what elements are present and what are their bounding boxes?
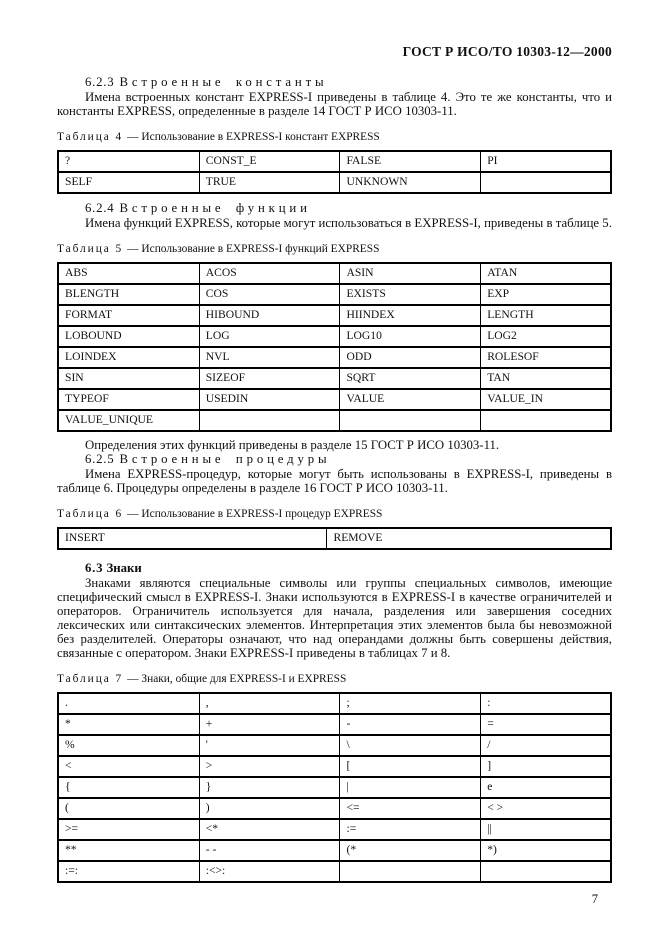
table-row [58, 389, 611, 410]
table-cell: | [340, 777, 481, 798]
section-title: Знаки [106, 561, 142, 575]
table-cell: :=: [58, 861, 199, 882]
table-cell: TAN [481, 368, 611, 389]
table-cell: } [199, 777, 340, 798]
table-cell: (* [340, 840, 481, 861]
table-cell: BLENGTH [58, 284, 199, 305]
table-cell: USEDIN [199, 389, 340, 410]
table-cell: ) [199, 798, 340, 819]
table5-caption [57, 243, 612, 256]
table-cell: * [58, 714, 199, 735]
table-cell: PI [481, 151, 611, 172]
table-cell: ACOS [199, 263, 340, 284]
table-cell: SQRT [340, 368, 481, 389]
table-cell: SIZEOF [199, 368, 340, 389]
table-cell: VALUE_IN [481, 389, 611, 410]
table-cell: FALSE [340, 151, 481, 172]
table-cell: : [481, 693, 611, 714]
table-cell: <* [199, 819, 340, 840]
standard-reference: ГОСТ Р ИСО/ТО 10303-12—2000 [402, 44, 612, 59]
table-6-procedures [57, 527, 612, 550]
section-heading-6-2-4 [57, 201, 612, 216]
section-number: 6.2.3 [85, 75, 115, 89]
table-cell: / [481, 735, 611, 756]
paragraph-6-2-3: Имена встроенных констант EXPRESS-I приведены в таблице 4. Это те же константы, что и константы EXPRESS, определенные в разделе 14 ГОСТ Р ИСО 10303-11. [57, 90, 612, 118]
table-cell: ] [481, 756, 611, 777]
table-row [58, 410, 611, 431]
table-cell: *) [481, 840, 611, 861]
table-row [58, 305, 611, 326]
table-cell [340, 410, 481, 431]
table-cell: % [58, 735, 199, 756]
table7-caption-label: Таблица 7 [57, 673, 124, 685]
table-7-signs [57, 692, 612, 883]
table-cell: ASIN [340, 263, 481, 284]
table-cell: \ [340, 735, 481, 756]
table-row [58, 151, 611, 172]
table5-caption-label: Таблица 5 [57, 243, 124, 255]
table-cell: - - [199, 840, 340, 861]
paragraph-6-3: Знаками являются специальные символы или группы специальных символов, имеющие специфический смысл в EXPRESS-I. Знаки используются в EXPRESS-I в качестве ограничителей и операторов. Ограничитель используется для начала, разделения или завершения соседних лексических или синтаксических элементов. Интерпретация этих элементов была бы невозможной без разделителей. Операторы означают, что над операндами должны быть совершены действия, связанные с оператором. Знаки EXPRESS-I приведены в таблицах 7 и 8. [57, 576, 612, 660]
table-5-functions [57, 262, 612, 432]
section-number: 6.3 [85, 561, 104, 575]
table-row [58, 347, 611, 368]
table7-caption [57, 673, 612, 686]
table-cell [340, 861, 481, 882]
section-number: 6.2.5 [85, 452, 115, 466]
table-cell: . [58, 693, 199, 714]
table5-caption-text: — Использование в EXPRESS-I функций EXPRESS [127, 243, 380, 255]
table-row [58, 326, 611, 347]
table-row [58, 861, 611, 882]
page-number: 7 [591, 892, 598, 906]
table-4-constants [57, 150, 612, 194]
table-cell: HIBOUND [199, 305, 340, 326]
table-cell: + [199, 714, 340, 735]
table-cell: LENGTH [481, 305, 611, 326]
section-title: Встроенные константы [119, 75, 328, 89]
table-cell: ( [58, 798, 199, 819]
table-cell: { [58, 777, 199, 798]
table-cell: LOG [199, 326, 340, 347]
table-row [58, 840, 611, 861]
table-cell: LOBOUND [58, 326, 199, 347]
table6-caption-label: Таблица 6 [57, 508, 124, 520]
table-cell [199, 410, 340, 431]
table-row [58, 777, 611, 798]
table-cell: VALUE [340, 389, 481, 410]
section-heading-6-3 [57, 561, 612, 576]
table4-caption [57, 131, 612, 144]
table-cell [481, 172, 611, 193]
table-cell: - [340, 714, 481, 735]
table-row [58, 368, 611, 389]
table-cell: FORMAT [58, 305, 199, 326]
table-row [58, 284, 611, 305]
table-cell: ; [340, 693, 481, 714]
table-cell: LOINDEX [58, 347, 199, 368]
table-row [58, 735, 611, 756]
table-cell: LOG10 [340, 326, 481, 347]
table-cell: :<>: [199, 861, 340, 882]
table-row [58, 798, 611, 819]
section-title: Встроенные процедуры [119, 452, 331, 466]
table7-caption-text: — Знаки, общие для EXPRESS-I и EXPRESS [127, 673, 347, 685]
table-cell: >= [58, 819, 199, 840]
table-cell: TYPEOF [58, 389, 199, 410]
table-cell: SIN [58, 368, 199, 389]
table-row [58, 172, 611, 193]
table4-caption-text: — Использование в EXPRESS-I констант EXPRESS [127, 131, 380, 143]
table6-caption-text: — Использование в EXPRESS-I процедур EXPRESS [127, 508, 383, 520]
table-cell: EXP [481, 284, 611, 305]
table-cell: ** [58, 840, 199, 861]
table-cell: CONST_E [199, 151, 340, 172]
table6-caption [57, 508, 612, 521]
table-cell: ' [199, 735, 340, 756]
paragraph-6-2-5: Имена EXPRESS-процедур, которые могут быть использованы в EXPRESS-I, приведены в таблице 6. Процедуры определены в разделе 16 ГОСТ Р ИСО 10303-11. [57, 467, 612, 495]
table-cell: < > [481, 798, 611, 819]
table-cell: [ [340, 756, 481, 777]
table-cell: REMOVE [327, 528, 611, 549]
table-cell: := [340, 819, 481, 840]
table4-caption-label: Таблица 4 [57, 131, 124, 143]
table-cell: e [481, 777, 611, 798]
table-row [58, 263, 611, 284]
table-row [58, 714, 611, 735]
table-cell [481, 410, 611, 431]
section-heading-6-2-5 [57, 452, 612, 467]
table-cell: LOG2 [481, 326, 611, 347]
table-cell: VALUE_UNIQUE [58, 410, 199, 431]
table-cell: INSERT [58, 528, 327, 549]
table-cell: COS [199, 284, 340, 305]
table-row [58, 819, 611, 840]
table-cell: ATAN [481, 263, 611, 284]
section-title: Встроенные функции [119, 201, 311, 215]
table-cell: SELF [58, 172, 199, 193]
table-cell: NVL [199, 347, 340, 368]
paragraph-after-table5: Определения этих функций приведены в разделе 15 ГОСТ Р ИСО 10303-11. [85, 438, 500, 452]
table-cell: ABS [58, 263, 199, 284]
table-cell: ROLESOF [481, 347, 611, 368]
section-number: 6.2.4 [85, 201, 115, 215]
section-heading-6-2-3 [57, 75, 612, 90]
table-cell: > [199, 756, 340, 777]
table-cell: = [481, 714, 611, 735]
table-row [58, 756, 611, 777]
table-cell [481, 861, 611, 882]
page-header [57, 44, 612, 59]
paragraph-6-2-4: Имена функций EXPRESS, которые могут использоваться в EXPRESS-I, приведены в таблице 5. [85, 216, 612, 230]
table-cell: TRUE [199, 172, 340, 193]
table-row [58, 528, 611, 549]
table-cell: < [58, 756, 199, 777]
table-row [58, 693, 611, 714]
table-cell: UNKNOWN [340, 172, 481, 193]
table-cell: ? [58, 151, 199, 172]
table-cell: ODD [340, 347, 481, 368]
table-cell: <= [340, 798, 481, 819]
table-cell: EXISTS [340, 284, 481, 305]
table-cell: , [199, 693, 340, 714]
table-cell: HIINDEX [340, 305, 481, 326]
table-cell: || [481, 819, 611, 840]
